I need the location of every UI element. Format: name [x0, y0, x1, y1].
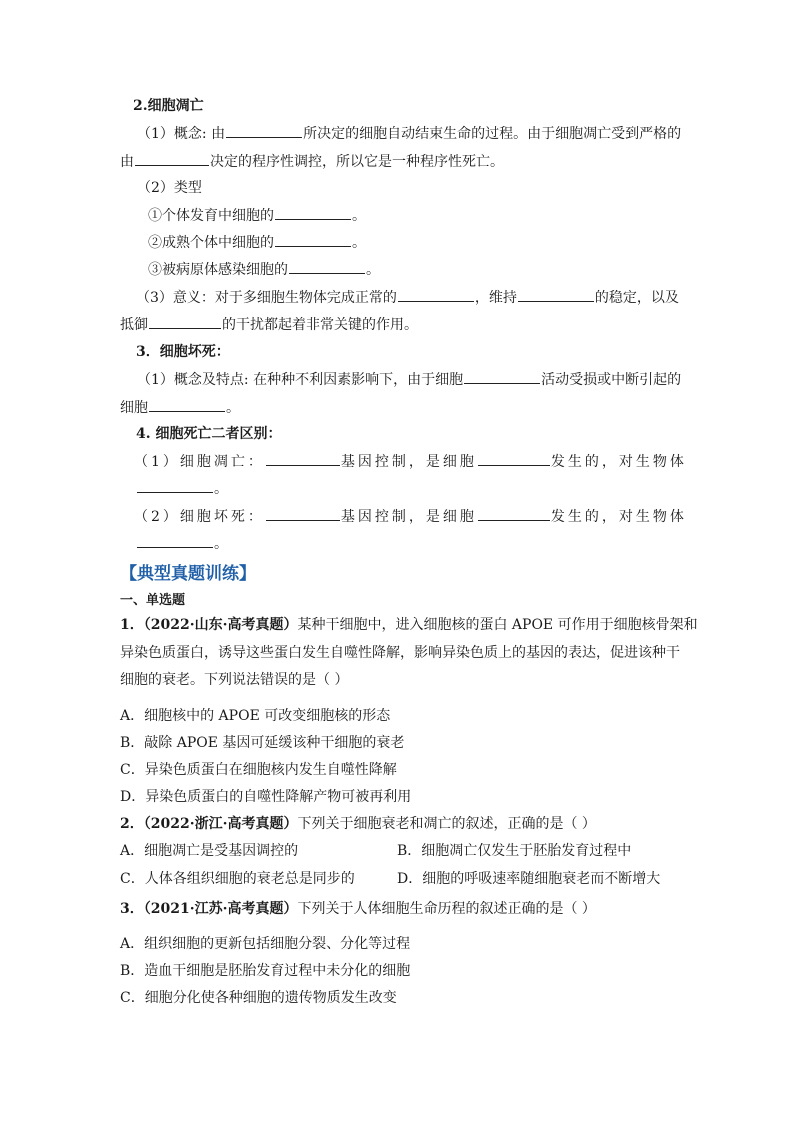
option-a[interactable]: A．细胞凋亡是受基因调控的 — [120, 843, 299, 859]
question-2-stem: 2．（2022·浙江·高考真题）下列关于细胞衰老和凋亡的叙述，正确的是（ ） — [120, 816, 596, 832]
section-title-apoptosis: 2.细胞凋亡 — [133, 98, 204, 114]
question-1-stem: 细胞的衰老。下列说法错误的是（ ） — [120, 672, 349, 688]
option-d[interactable]: D．细胞的呼吸速率随细胞衰老而不断增大 — [397, 871, 661, 887]
option-a[interactable]: A．组织细胞的更新包括细胞分裂、分化等过程 — [120, 936, 411, 952]
fill-blank[interactable] — [226, 123, 302, 138]
question-1-stem: 1．（2022·山东·高考真题）某种干细胞中，进入细胞核的蛋白 APOE 可作用于细胞核骨架和 — [120, 617, 698, 633]
fill-blank[interactable] — [266, 506, 340, 521]
paragraph: （2）类型 — [137, 180, 202, 196]
fill-blank[interactable] — [135, 151, 209, 166]
fill-blank[interactable] — [266, 451, 340, 466]
paragraph: （1）细胞凋亡： 基因控制，是细胞 发生的，对生物体 — [134, 451, 687, 472]
section-title-difference: 4. 细胞死亡二者区别： — [136, 426, 282, 442]
option-b[interactable]: B．敲除 APOE 基因可延缓该种干细胞的衰老 — [120, 735, 405, 751]
fill-blank[interactable] — [478, 506, 550, 521]
fill-blank[interactable] — [275, 205, 351, 220]
list-item: ②成熟个体中细胞的 。 — [148, 232, 366, 253]
fill-blank[interactable] — [137, 533, 213, 548]
section-title-necrosis: 3．细胞坏死： — [136, 344, 230, 360]
paragraph: （1）概念: 由 所决定的细胞自动结束生命的过程。由于细胞凋亡受到严格的 — [137, 123, 681, 144]
paragraph: 。 — [136, 533, 228, 554]
option-b[interactable]: B．造血干细胞是胚胎发育过程中未分化的细胞 — [120, 963, 411, 979]
fill-blank[interactable] — [398, 287, 474, 302]
fill-blank[interactable] — [275, 232, 351, 247]
option-b[interactable]: B．细胞凋亡仅发生于胚胎发育过程中 — [397, 843, 632, 859]
option-c[interactable]: C．细胞分化使各种细胞的遗传物质发生改变 — [120, 990, 397, 1006]
question-type-label: 一、单选题 — [120, 593, 186, 608]
option-d[interactable]: D．异染色质蛋白的自噬性降解产物可被再利用 — [120, 789, 412, 805]
list-item: ①个体发育中细胞的 。 — [148, 205, 366, 226]
paragraph: 细胞 。 — [120, 397, 240, 418]
section-heading: 【典型真题训练】 — [120, 564, 256, 584]
fill-blank[interactable] — [478, 451, 550, 466]
paragraph: （1）概念及特点: 在种种不利因素影响下，由于细胞 活动受损或中断引起的 — [137, 369, 681, 390]
fill-blank[interactable] — [137, 478, 213, 493]
paragraph: 。 — [136, 478, 228, 499]
list-item: ③被病原体感染细胞的 。 — [148, 259, 380, 280]
fill-blank[interactable] — [289, 259, 365, 274]
question-1-stem: 异染色质蛋白，诱导这些蛋白发生自噬性降解，影响异染色质上的基因的表达，促进该种干 — [120, 645, 680, 661]
paragraph: 抵御 的干扰都起着非常关键的作用。 — [120, 314, 418, 335]
option-c[interactable]: C．人体各组织细胞的衰老总是同步的 — [120, 871, 355, 887]
fill-blank[interactable] — [464, 369, 540, 384]
paragraph: （2）细胞坏死： 基因控制，是细胞 发生的，对生物体 — [134, 506, 687, 527]
fill-blank[interactable] — [518, 287, 594, 302]
question-3-stem: 3．（2021·江苏·高考真题）下列关于人体细胞生命历程的叙述正确的是（ ） — [120, 901, 596, 917]
paragraph: （3）意义：对于多细胞生物体完成正常的 ，维持 的稳定，以及 — [136, 287, 679, 308]
paragraph: 由 决定的程序性调控，所以它是一种程序性死亡。 — [120, 151, 504, 172]
fill-blank[interactable] — [149, 314, 221, 329]
option-c[interactable]: C．异染色质蛋白在细胞核内发生自噬性降解 — [120, 762, 397, 778]
option-a[interactable]: A．细胞核中的 APOE 可改变细胞核的形态 — [120, 708, 391, 724]
fill-blank[interactable] — [149, 397, 225, 412]
